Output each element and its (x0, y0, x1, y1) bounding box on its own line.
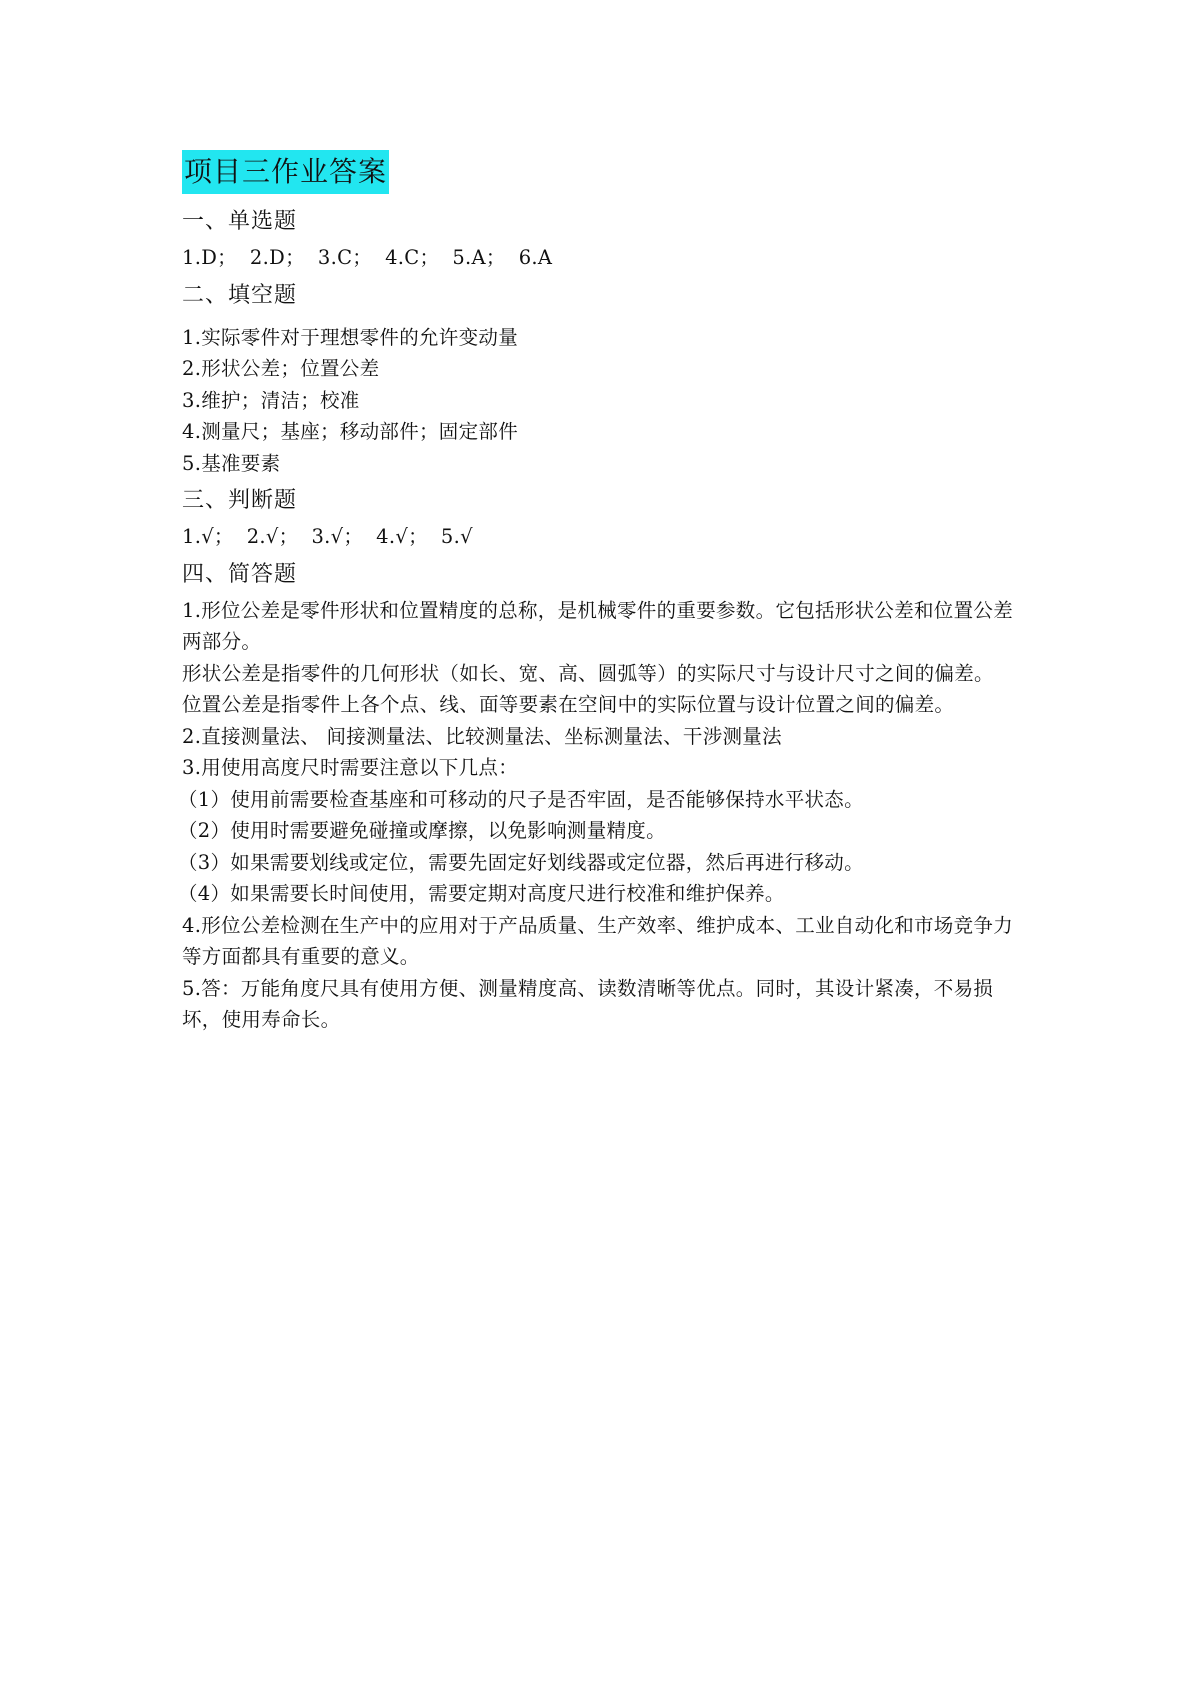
short-answer-item: 2.直接测量法、 间接测量法、比较测量法、坐标测量法、干涉测量法 (182, 724, 782, 748)
section-heading-short-answer: 四、简答题 (182, 561, 298, 587)
single-choice-answers: 1.D； 2.D； 3.C； 4.C； 5.A； 6.A (182, 246, 553, 269)
short-answer-item: 位置公差是指零件上各个点、线、面等要素在空间中的实际位置与设计位置之间的偏差。 (182, 693, 955, 716)
document-title: 项目三作业答案 (182, 150, 389, 194)
short-answer-subitem: （1）使用前需要检查基座和可移动的尺子是否牢固，是否能够保持水平状态。 (178, 787, 864, 811)
section-heading-true-false: 三、判断题 (182, 488, 298, 513)
fill-blank-item: 3.维护；清洁；校准 (182, 388, 360, 412)
short-answer-item: 3.用使用高度尺时需要注意以下几点： (182, 756, 519, 779)
section-heading-fill-blank: 二、填空题 (182, 282, 298, 308)
short-answer-item: 4.形位公差检测在生产中的应用对于产品质量、生产效率、维护成本、工业自动化和市场竞争力等方面都具有重要的意义。 (182, 913, 1014, 968)
short-answer-subitem: （2）使用时需要避免碰撞或摩擦，以免影响测量精度。 (178, 819, 666, 842)
fill-blank-item: 2.形状公差；位置公差 (182, 357, 380, 380)
short-answer-item: 形状公差是指零件的几何形状（如长、宽、高、圆弧等）的实际尺寸与设计尺寸之间的偏差。 (182, 661, 994, 685)
short-answer-subitem: （4）如果需要长时间使用，需要定期对高度尺进行校准和维护保养。 (178, 882, 785, 905)
short-answer-subitem: （3）如果需要划线或定位，需要先固定好划线器或定位器，然后再进行移动。 (178, 850, 864, 874)
fill-blank-item: 4.测量尺；基座；移动部件；固定部件 (182, 420, 519, 443)
fill-blank-item: 5.基准要素 (182, 451, 281, 475)
fill-blank-item: 1.实际零件对于理想零件的允许变动量 (182, 325, 519, 349)
short-answer-item: 1.形位公差是零件形状和位置精度的总称，是机械零件的重要参数。它包括形状公差和位置公差两部分。 (182, 598, 1014, 653)
document-page (178, 150, 1022, 1036)
short-answer-item: 5.答：万能角度尺具有使用方便、测量精度高、读数清晰等优点。同时，其设计紧凑，不易损坏，使用寿命长。 (182, 976, 994, 1031)
section-heading-single-choice: 一、单选题 (182, 209, 298, 234)
true-false-answers: 1.√； 2.√； 3.√； 4.√； 5.√ (182, 525, 473, 548)
